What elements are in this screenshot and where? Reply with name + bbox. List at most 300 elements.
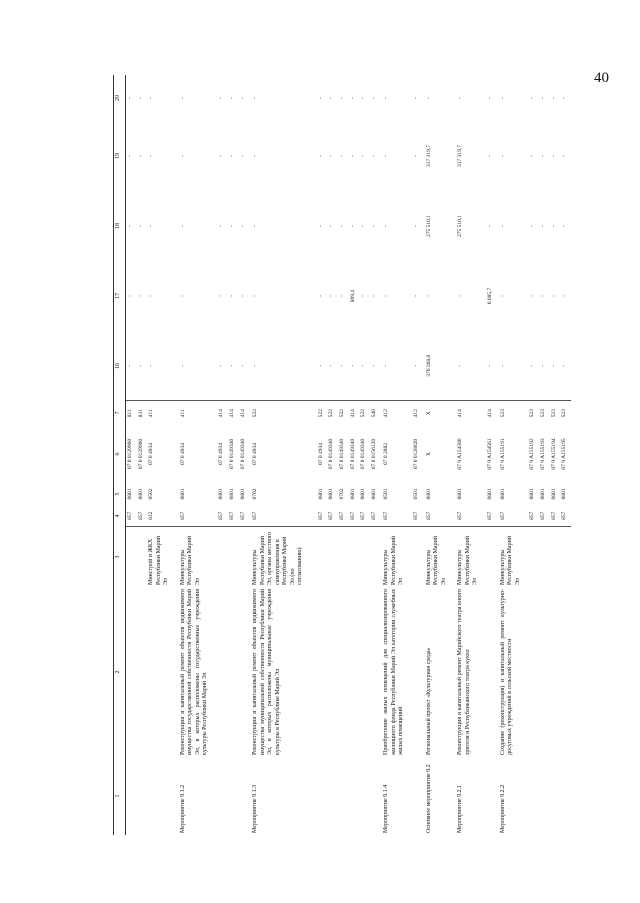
value-col-19: -: [349, 155, 356, 157]
table-row: [137, 75, 148, 835]
row-responsible: [486, 527, 497, 587]
code-expense: 411: [148, 409, 155, 418]
value-col-19: -: [218, 155, 225, 157]
row-description: [539, 587, 550, 757]
row-label: Мероприятие 9.2.2: [499, 784, 506, 833]
table-row: [486, 75, 497, 835]
column-header: 6: [114, 425, 126, 483]
code-section: 0801: [239, 488, 246, 500]
row-description: [550, 587, 561, 757]
value-col-19: -: [239, 155, 246, 157]
table-body: [126, 75, 572, 835]
code-target: 07 9 A155195: [561, 438, 568, 470]
code-expense: 414: [349, 409, 356, 418]
value-col-19: -: [529, 155, 536, 157]
code-section: 0801: [328, 488, 335, 500]
code-grbs: 857: [380, 505, 412, 527]
table-row: [228, 75, 239, 835]
value-col-19: -: [383, 155, 390, 157]
table-row: [560, 75, 571, 835]
table-row: [317, 75, 328, 835]
value-col-18: -: [550, 225, 557, 227]
column-header: 19: [114, 121, 126, 191]
code-target: 07 0 4934: [317, 443, 324, 465]
row-label: [317, 757, 328, 835]
row-label: [370, 757, 381, 835]
table-row: [370, 75, 381, 835]
value-col-20: -: [425, 97, 432, 99]
row-description: [228, 587, 239, 757]
column-header: 4: [114, 505, 126, 527]
code-grbs: 857: [528, 505, 539, 527]
row-responsible: [359, 527, 370, 587]
value-col-17: 6 085,7: [487, 287, 494, 305]
value-col-17: 869,4: [349, 289, 356, 303]
value-col-17: -: [540, 295, 546, 297]
code-expense: 414: [457, 409, 464, 418]
table-row: [126, 75, 137, 835]
value-col-17: -: [413, 295, 420, 297]
row-description: [327, 587, 338, 757]
code-grbs: 857: [423, 505, 455, 527]
value-col-20: -: [239, 97, 246, 99]
value-col-17: -: [499, 295, 506, 297]
code-expense: 523: [499, 409, 506, 418]
value-col-16: -: [317, 331, 328, 401]
code-section: 0801: [550, 488, 557, 500]
code-expense: 522: [360, 409, 367, 418]
value-col-16: -: [454, 331, 486, 401]
row-label: [550, 757, 561, 835]
value-col-19: -: [338, 155, 345, 157]
row-label: [217, 757, 228, 835]
table-row: [349, 75, 360, 835]
row-responsible: [137, 527, 148, 587]
value-col-19: -: [148, 155, 155, 157]
value-col-17: -: [317, 295, 324, 297]
value-col-18: -: [370, 225, 377, 227]
code-expense: 522: [328, 409, 335, 418]
code-expense: 414: [487, 409, 494, 418]
row-description: Создание (реконструкция) и капитальный ремонт культурно-досуговых учреждений в сельской местности: [499, 589, 514, 755]
value-col-20: -: [148, 97, 155, 99]
value-col-16: -: [177, 331, 218, 401]
value-col-18: -: [218, 225, 225, 227]
value-col-19: -: [228, 155, 235, 157]
value-col-16: -: [228, 331, 239, 401]
code-grbs: 857: [539, 505, 550, 527]
column-header: 17: [114, 261, 126, 331]
row-description: [137, 587, 148, 757]
code-target: 07 9 A154561: [487, 438, 494, 470]
row-responsible: [349, 527, 360, 587]
value-col-17: -: [561, 295, 568, 297]
code-section: 0801: [561, 488, 568, 500]
row-label: [349, 757, 360, 835]
code-expense: 522: [338, 409, 345, 418]
value-col-17: -: [328, 295, 335, 297]
value-col-20: -: [338, 97, 345, 99]
row-label: [147, 757, 176, 835]
code-target: 07 0 0149340: [328, 438, 335, 470]
table-row: [217, 75, 228, 835]
code-expense: 412: [413, 409, 420, 418]
table-row: [177, 75, 218, 835]
code-target: 07 0 4934: [179, 443, 186, 465]
value-col-20: -: [550, 97, 557, 99]
value-col-18: -: [413, 225, 420, 227]
value-col-16: -: [497, 331, 529, 401]
code-section: 0801: [218, 488, 225, 500]
code-target: Х: [425, 452, 432, 456]
value-col-18: -: [338, 225, 345, 227]
row-label: [239, 757, 250, 835]
code-section: 0702: [338, 488, 345, 500]
row-label: Мероприятие 9.1.2: [179, 784, 186, 833]
value-col-16: -: [412, 331, 423, 401]
value-col-20: -: [252, 97, 259, 99]
code-expense: 414: [239, 409, 246, 418]
value-col-17: -: [338, 295, 345, 297]
code-section: 0801: [317, 488, 324, 500]
code-grbs: 832: [147, 505, 176, 527]
column-header: 5: [114, 483, 126, 505]
value-col-16: -: [380, 331, 412, 401]
value-col-17: -: [383, 295, 390, 297]
row-responsible: [550, 527, 561, 587]
value-col-19: -: [317, 155, 324, 157]
value-col-19: -: [561, 155, 568, 157]
table-row: [239, 75, 250, 835]
value-col-20: -: [383, 97, 390, 99]
code-grbs: 857: [560, 505, 571, 527]
row-description: [217, 587, 228, 757]
row-responsible: [412, 527, 423, 587]
value-col-16: 376 268,0: [423, 331, 455, 401]
row-description: [528, 587, 539, 757]
code-grbs: 857: [454, 505, 486, 527]
value-col-20: -: [487, 97, 494, 99]
row-responsible: [317, 527, 328, 587]
value-col-16: -: [370, 331, 381, 401]
row-responsible: [528, 527, 539, 587]
value-col-19: -: [540, 155, 546, 157]
value-col-20: -: [349, 97, 356, 99]
table-row: [528, 75, 539, 835]
value-col-17: -: [457, 295, 464, 297]
code-grbs: 857: [497, 505, 529, 527]
row-label: [228, 757, 239, 835]
code-section: 0801: [487, 488, 494, 500]
code-grbs: 857: [359, 505, 370, 527]
code-grbs: 857: [249, 505, 317, 527]
code-grbs: 857: [327, 505, 338, 527]
table-row: [147, 75, 176, 835]
value-col-17: -: [218, 295, 225, 297]
value-col-19: -: [370, 155, 377, 157]
value-col-17: -: [228, 295, 235, 297]
code-grbs: 857: [317, 505, 328, 527]
value-col-18: -: [561, 225, 568, 227]
code-section: 0801: [127, 488, 133, 500]
value-col-18: -: [328, 225, 335, 227]
row-label: Мероприятие 9.1.3: [252, 784, 259, 833]
value-col-16: -: [338, 331, 349, 401]
code-target: 07 0 0129960: [127, 438, 133, 470]
row-label: [126, 757, 137, 835]
row-label: [338, 757, 349, 835]
value-col-20: -: [499, 97, 506, 99]
value-col-19: -: [127, 155, 133, 157]
value-col-18: -: [360, 225, 367, 227]
code-section: 0801: [457, 488, 464, 500]
code-target: 07 9 A155192: [529, 438, 536, 470]
value-col-16: -: [217, 331, 228, 401]
row-responsible: [327, 527, 338, 587]
value-col-18: -: [179, 225, 186, 227]
value-col-18: -: [239, 225, 246, 227]
row-label: [486, 757, 497, 835]
code-expense: 522: [317, 409, 324, 418]
row-description: [317, 587, 328, 757]
column-header: 3: [114, 527, 126, 587]
value-col-16: -: [550, 331, 561, 401]
value-col-20: -: [228, 97, 235, 99]
code-target: 07 0 0128820: [413, 438, 420, 470]
row-responsible: [539, 527, 550, 587]
value-col-19: -: [328, 155, 335, 157]
value-col-16: -: [327, 331, 338, 401]
row-description: [349, 587, 360, 757]
code-section: 0501: [413, 488, 420, 500]
row-responsible: Минкультуры Республики Марий Эл: [499, 535, 521, 585]
row-label: Мероприятие 9.2.1: [457, 784, 464, 833]
row-responsible: [560, 527, 571, 587]
value-col-17: -: [127, 295, 133, 297]
code-section: 0801: [529, 488, 536, 500]
code-expense: 522: [252, 409, 259, 418]
table-row: [380, 75, 412, 835]
value-col-19: 317 319,7: [457, 145, 464, 167]
value-col-16: -: [239, 331, 250, 401]
row-description: [359, 587, 370, 757]
header-row: [114, 75, 126, 835]
value-col-18: -: [252, 225, 259, 227]
value-col-17: -: [252, 295, 259, 297]
code-grbs: 857: [349, 505, 360, 527]
row-responsible: Минкультуры Республики Марий Эл: [425, 535, 447, 585]
value-col-20: -: [218, 97, 225, 99]
code-target: 07 9 A155191: [499, 438, 506, 470]
row-responsible: [338, 527, 349, 587]
row-description: [338, 587, 349, 757]
row-responsible: [370, 527, 381, 587]
table-row: [359, 75, 370, 835]
code-grbs: 857: [412, 505, 423, 527]
value-col-18: 275 510,1: [457, 215, 464, 237]
row-responsible: Минкультуры Республики Марий Эл, органы местного самоуправления в Республике Марий Эл (по согласованию): [252, 531, 304, 585]
code-grbs: 857: [217, 505, 228, 527]
value-col-19: -: [487, 155, 494, 157]
code-target: 07 0 0149340: [228, 438, 235, 470]
column-header: 20: [114, 75, 126, 121]
row-responsible: [126, 527, 137, 587]
value-col-16: -: [486, 331, 497, 401]
code-expense: 523: [529, 409, 536, 418]
code-target: 07 0 0156120: [370, 438, 377, 470]
code-expense: 540: [370, 409, 377, 418]
row-label: [560, 757, 571, 835]
row-description: [412, 587, 423, 757]
row-responsible: [239, 527, 250, 587]
page-number: 40: [594, 70, 609, 86]
value-col-17: -: [360, 295, 367, 297]
code-target: 07 0 4934: [148, 443, 155, 465]
row-description: Приобретение жилых помещений для специализированного жилищного фонда Республики Марий Эл категории служебных жилых помещений: [383, 589, 405, 755]
code-target: 07 0 0149340: [239, 438, 246, 470]
code-grbs: 857: [137, 505, 148, 527]
code-expense: 414: [218, 409, 225, 418]
code-grbs: 857: [177, 505, 218, 527]
code-section: 0702: [252, 488, 259, 500]
row-label: [539, 757, 550, 835]
value-col-16: -: [147, 331, 176, 401]
value-col-20: -: [360, 97, 367, 99]
value-col-20: -: [540, 97, 546, 99]
code-section: 0801: [370, 488, 377, 500]
table-row: [454, 75, 486, 835]
value-col-18: -: [487, 225, 494, 227]
code-section: 0801: [137, 488, 144, 500]
code-target: 07 9 A155193: [540, 438, 546, 470]
row-responsible: Минкультуры Республики Марий Эл: [383, 535, 405, 585]
row-label: [359, 757, 370, 835]
row-responsible: Минкультуры Республики Марий Эл: [457, 535, 479, 585]
code-expense: 831: [137, 409, 144, 418]
row-responsible: Минкультуры Республики Марий Эл: [179, 535, 201, 585]
value-col-18: -: [137, 225, 144, 227]
row-description: Региональный проект «Культурная среда»: [425, 647, 432, 755]
code-grbs: 857: [126, 505, 137, 527]
value-col-18: -: [349, 225, 356, 227]
value-col-16: -: [359, 331, 370, 401]
value-col-18: -: [540, 225, 546, 227]
value-col-17: -: [239, 295, 246, 297]
value-col-17: -: [137, 295, 144, 297]
value-col-20: -: [328, 97, 335, 99]
row-description: [560, 587, 571, 757]
table-row: [539, 75, 550, 835]
code-target: 07 9 A154560: [457, 438, 464, 470]
row-label: Мероприятие 9.1.4: [383, 784, 390, 833]
value-col-20: -: [413, 97, 420, 99]
code-target: 07 0 4934: [252, 443, 259, 465]
code-expense: 523: [561, 409, 568, 418]
column-header: 1: [114, 757, 126, 835]
row-description: [126, 587, 137, 757]
value-col-19: -: [550, 155, 557, 157]
row-description: Реконструкция и капитальный ремонт объектов недвижимого имущества государственной собственности Республики Марий Эл, в которых расположены государственные учреждения культуры Республики Марий Эл: [179, 589, 209, 755]
row-label: [412, 757, 423, 835]
code-target: 07 0 0149340: [349, 438, 356, 470]
value-col-17: -: [425, 295, 432, 297]
table-row: [412, 75, 423, 835]
code-target: 07 0 0149340: [360, 438, 367, 470]
code-section: 0801: [425, 488, 432, 500]
value-col-18: -: [317, 225, 324, 227]
value-col-18: -: [228, 225, 235, 227]
rotated-table-wrapper: [113, 75, 571, 835]
row-responsible: Минстрой и ЖКХ Республики Марий Эл: [148, 535, 170, 585]
value-col-18: -: [148, 225, 155, 227]
value-col-17: -: [529, 295, 536, 297]
value-col-20: -: [457, 97, 464, 99]
column-header: 18: [114, 191, 126, 261]
value-col-16: -: [539, 331, 550, 401]
code-expense: 412: [383, 409, 390, 418]
value-col-18: -: [127, 225, 133, 227]
column-header: 7: [114, 401, 126, 425]
value-col-18: -: [529, 225, 536, 227]
row-label: [137, 757, 148, 835]
code-section: 0801: [349, 488, 356, 500]
code-section: 0501: [383, 488, 390, 500]
code-expense: Х: [425, 411, 432, 416]
row-responsible: [228, 527, 239, 587]
code-expense: 411: [179, 409, 186, 418]
value-col-16: -: [349, 331, 360, 401]
row-label: Основное мероприятие 9.2: [425, 764, 432, 833]
value-col-17: -: [370, 295, 377, 297]
row-description: [147, 587, 176, 757]
code-section: 0801: [228, 488, 235, 500]
code-expense: 523: [540, 409, 546, 418]
table-row: [327, 75, 338, 835]
table-row: [423, 75, 455, 835]
code-target: 07 0 4934: [218, 443, 225, 465]
code-expense: 811: [127, 409, 133, 418]
value-col-20: -: [127, 97, 133, 99]
table-row: [550, 75, 561, 835]
value-col-19: -: [137, 155, 144, 157]
code-expense: 523: [550, 409, 557, 418]
code-expense: 414: [228, 409, 235, 418]
code-grbs: 857: [239, 505, 250, 527]
value-col-19: -: [252, 155, 259, 157]
value-col-16: -: [126, 331, 137, 401]
code-target: 07 0 2882: [383, 443, 390, 465]
value-col-17: -: [550, 295, 557, 297]
value-col-17: -: [148, 295, 155, 297]
value-col-16: -: [560, 331, 571, 401]
value-col-20: -: [529, 97, 536, 99]
value-col-18: 275 510,1: [425, 215, 432, 237]
row-description: [486, 587, 497, 757]
value-col-16: -: [137, 331, 148, 401]
row-label: [528, 757, 539, 835]
column-header: 16: [114, 331, 126, 401]
row-description: [239, 587, 250, 757]
value-col-18: -: [499, 225, 506, 227]
row-description: Реконструкция и капитальный ремонт Марийского театра юного зрителя и Республиканского театра кукол: [457, 589, 471, 755]
code-target: 07 9 A155194: [550, 438, 557, 470]
code-grbs: 857: [550, 505, 561, 527]
column-header: 2: [114, 587, 126, 757]
value-col-16: -: [528, 331, 539, 401]
value-col-20: -: [370, 97, 377, 99]
value-col-20: -: [561, 97, 568, 99]
value-col-18: -: [383, 225, 390, 227]
